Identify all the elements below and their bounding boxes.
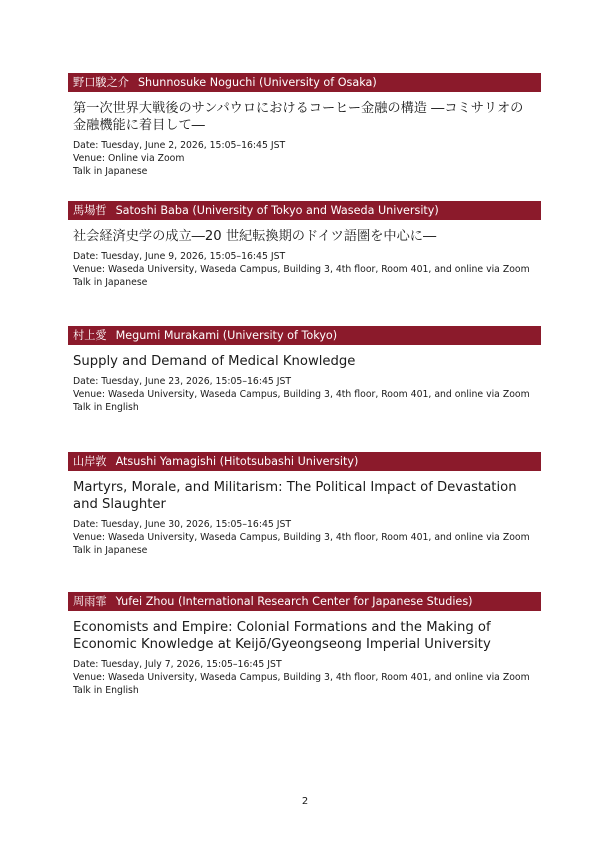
- speaker-name-en: Megumi Murakami (University of Tokyo): [115, 329, 338, 342]
- talk-venue: Venue: Waseda University, Waseda Campus, Building 3, 4th floor, Room 401, and online via Zoom: [73, 672, 530, 684]
- talk-date: Date: Tuesday, June 30, 2026, 15:05–16:45 JST: [73, 519, 292, 530]
- speaker-bar: [68, 73, 541, 92]
- speaker-bar: [68, 592, 541, 611]
- speaker-name-en: Shunnosuke Noguchi (University of Osaka): [137, 76, 377, 89]
- talk-entry: [68, 73, 541, 179]
- talk-language: Talk in Japanese: [73, 277, 148, 289]
- speaker-bar: [68, 326, 541, 345]
- speaker-name-ja: 山岸敦: [73, 455, 107, 468]
- speaker-bar: [68, 201, 541, 220]
- talk-details: [73, 250, 533, 290]
- talk-venue: Venue: Online via Zoom: [73, 153, 185, 165]
- talk-details: [73, 375, 533, 415]
- talk-entry: [68, 326, 541, 415]
- speaker-name-en: Satoshi Baba (University of Tokyo and Waseda University): [115, 204, 439, 217]
- talk-entry: [68, 201, 541, 290]
- speaker-name-en: Atsushi Yamagishi (Hitotsubashi University): [115, 455, 359, 468]
- talk-date: Date: Tuesday, June 23, 2026, 15:05–16:45 JST: [73, 376, 292, 387]
- talk-venue: Venue: Waseda University, Waseda Campus, Building 3, 4th floor, Room 401, and online via Zoom: [73, 389, 530, 401]
- talk-title: Martyrs, Morale, and Militarism: The Political Impact of Devastation and Slaughter: [73, 480, 517, 512]
- talk-language: Talk in Japanese: [73, 166, 148, 178]
- talk-details: [73, 518, 533, 558]
- speaker-name-ja: 周雨霏: [73, 595, 107, 608]
- speaker-bar: [68, 452, 541, 471]
- talk-entry: [68, 452, 541, 558]
- talk-language: Talk in English: [73, 685, 139, 697]
- talk-details: [73, 658, 533, 698]
- speaker-name-ja: 馬場哲: [73, 204, 107, 217]
- speaker-name-ja: 野口駿之介: [73, 76, 129, 89]
- talk-title: 第一次世界大戦後のサンパウロにおけるコーヒー金融の構造 ―コミサリオの金融機能に着目して―: [73, 101, 524, 133]
- talk-title: Economists and Empire: Colonial Formations and the Making of Economic Knowledge at Keijō/Gyeongseong Imperial University: [73, 620, 491, 652]
- speaker-name-ja: 村上愛: [73, 329, 107, 342]
- talk-entry: [68, 592, 541, 698]
- speaker-name-en: Yufei Zhou (International Research Center for Japanese Studies): [115, 595, 473, 608]
- talk-venue: Venue: Waseda University, Waseda Campus, Building 3, 4th floor, Room 401, and online via Zoom: [73, 264, 530, 276]
- page-number: 2: [301, 796, 309, 807]
- talk-language: Talk in English: [73, 402, 139, 414]
- talk-title: 社会経済史学の成立―20 世紀転換期のドイツ語圏を中心に―: [73, 229, 437, 244]
- talk-date: Date: Tuesday, June 9, 2026, 15:05–16:45 JST: [73, 251, 286, 262]
- talk-title: Supply and Demand of Medical Knowledge: [73, 354, 356, 369]
- talk-language: Talk in Japanese: [73, 545, 148, 557]
- talk-date: Date: Tuesday, July 7, 2026, 15:05–16:45 JST: [73, 659, 282, 670]
- talk-date: Date: Tuesday, June 2, 2026, 15:05–16:45 JST: [73, 140, 286, 151]
- talk-details: [73, 139, 533, 179]
- talk-venue: Venue: Waseda University, Waseda Campus, Building 3, 4th floor, Room 401, and online via Zoom: [73, 532, 530, 544]
